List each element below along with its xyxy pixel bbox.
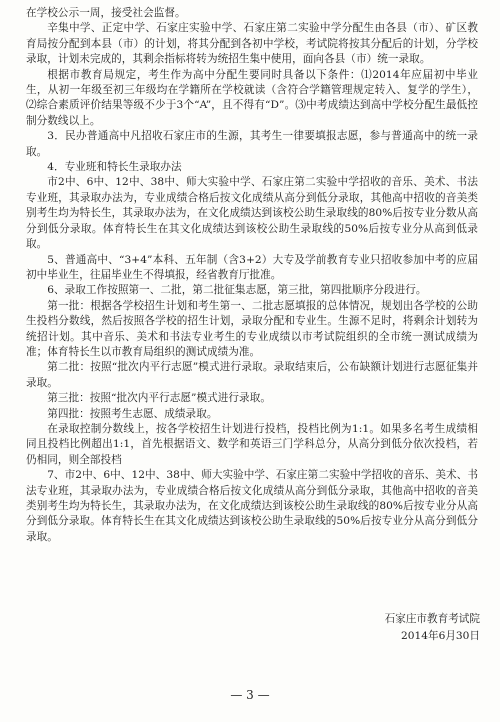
paragraph-5: 4．专业班和特长生录取办法 xyxy=(47,161,182,174)
paragraph-3: 根据市教育局规定，考生作为高中分配生要同时具备以下条件：⑴2014年应届初中毕业生，从初一年级至初三年级均在学籍所在学校就读（含符合学籍管理规定转入、复学的学生），⑵综合素质评价结果等级不少于3个“A”，且不得有“D”。⑶中考成绩达到高中学校分配生最低控制分数线以上。 xyxy=(26,68,478,127)
paragraph-8: 6、录取工作按照第一、二批，第二批征集志愿，第三批，第四批顺序分段进行。 xyxy=(47,284,427,297)
paragraph-14: 7、市2中、6中、12中、38中、师大实验中学、石家庄第二实验中学招收的音乐、美术、书法专业班，其录取办法为，专业成绩合格后按文化成绩从高分到低分录取，其他高中招收的音美类别考生均为特长生，其录取办法为，在文化成绩达到该校公助生录取线的80%后按专业分从高分到低分录取。体育特长生在其文化成绩达到该校公助生录取线的50%后按专业分从高分到低分录取。 xyxy=(26,469,478,543)
paragraph-1: 在学校公示一周，接受社会监督。 xyxy=(26,7,186,19)
paragraph-9: 第一批：根据各学校招生计划和考生第一、二批志愿填报的总体情况，规划出各学校的公助生投档分数线，然后按照各学校的招生计划，录取分配和专业生。生源不足时，将剩余计划转为统招计划。其中音乐、美术和书法专业考生的专业成绩以市考试院组织的全市统一测试成绩为准；体育特长生以市教育局组织的测试成绩为准。 xyxy=(26,299,478,358)
signature-date: 2014年6月30日 xyxy=(401,630,480,642)
signature-org: 石家庄市教育考试院 xyxy=(384,613,480,625)
paragraph-7: 5、普通高中、“3+4”本科、五年制（含3+2）大专及学前教育专业只招收参加中考的应届初中毕业生，往届毕业生不得填报，经省教育厅批准。 xyxy=(26,253,478,281)
paragraph-13: 在录取控制分数线上，按各学校招生计划进行投档，投档比例为1:1。如果多名考生成绩相同且投档比例超出1:1，首先根据语文、数学和英语三门学科总分，从高分到低分依次投档，若仍相同，则全部投档 xyxy=(26,422,478,466)
paragraph-2: 辛集中学、正定中学、石家庄实验中学、石家庄第二实验中学分配生由各县（市）、矿区教育局按分配到本县（市）的计划，将其分配到各初中学校，考试院将按其分配后的计划，分学校录取，计划未完成的，其剩余指标将转为统招生集中使用，面向各县（市）统一录取。 xyxy=(26,22,478,66)
paragraph-10: 第二批：按照“批次内平行志愿”模式进行录取。录取结束后，公布缺额计划进行志愿征集并录取。 xyxy=(26,361,478,389)
paragraph-4: 3．民办普通高中凡招收石家庄市的生源，其考生一律要填报志愿，参与普通高中的统一录取。 xyxy=(26,130,478,158)
page-number: — 3 — xyxy=(230,688,270,702)
body-text xyxy=(26,6,478,545)
paragraph-6: 市2中、6中、12中、38中、师大实验中学、石家庄第二实验中学招收的音乐、美术、书法专业班，其录取办法为，专业成绩合格后按文化成绩从高分到低分录取，其他高中招收的音美类别考生均为特长生，其录取办法为，在文化成绩达到该校公助生录取线的80%后按专业分数从高分到低分录取。体育特长生在其文化成绩达到该校公助生录取线的50%后按专业分从高到低录取。 xyxy=(26,176,478,251)
paragraph-11: 第三批：按照“批次内平行志愿”模式进行录取。 xyxy=(47,392,271,405)
paragraph-12: 第四批：按照考生志愿、成绩录取。 xyxy=(47,407,218,420)
